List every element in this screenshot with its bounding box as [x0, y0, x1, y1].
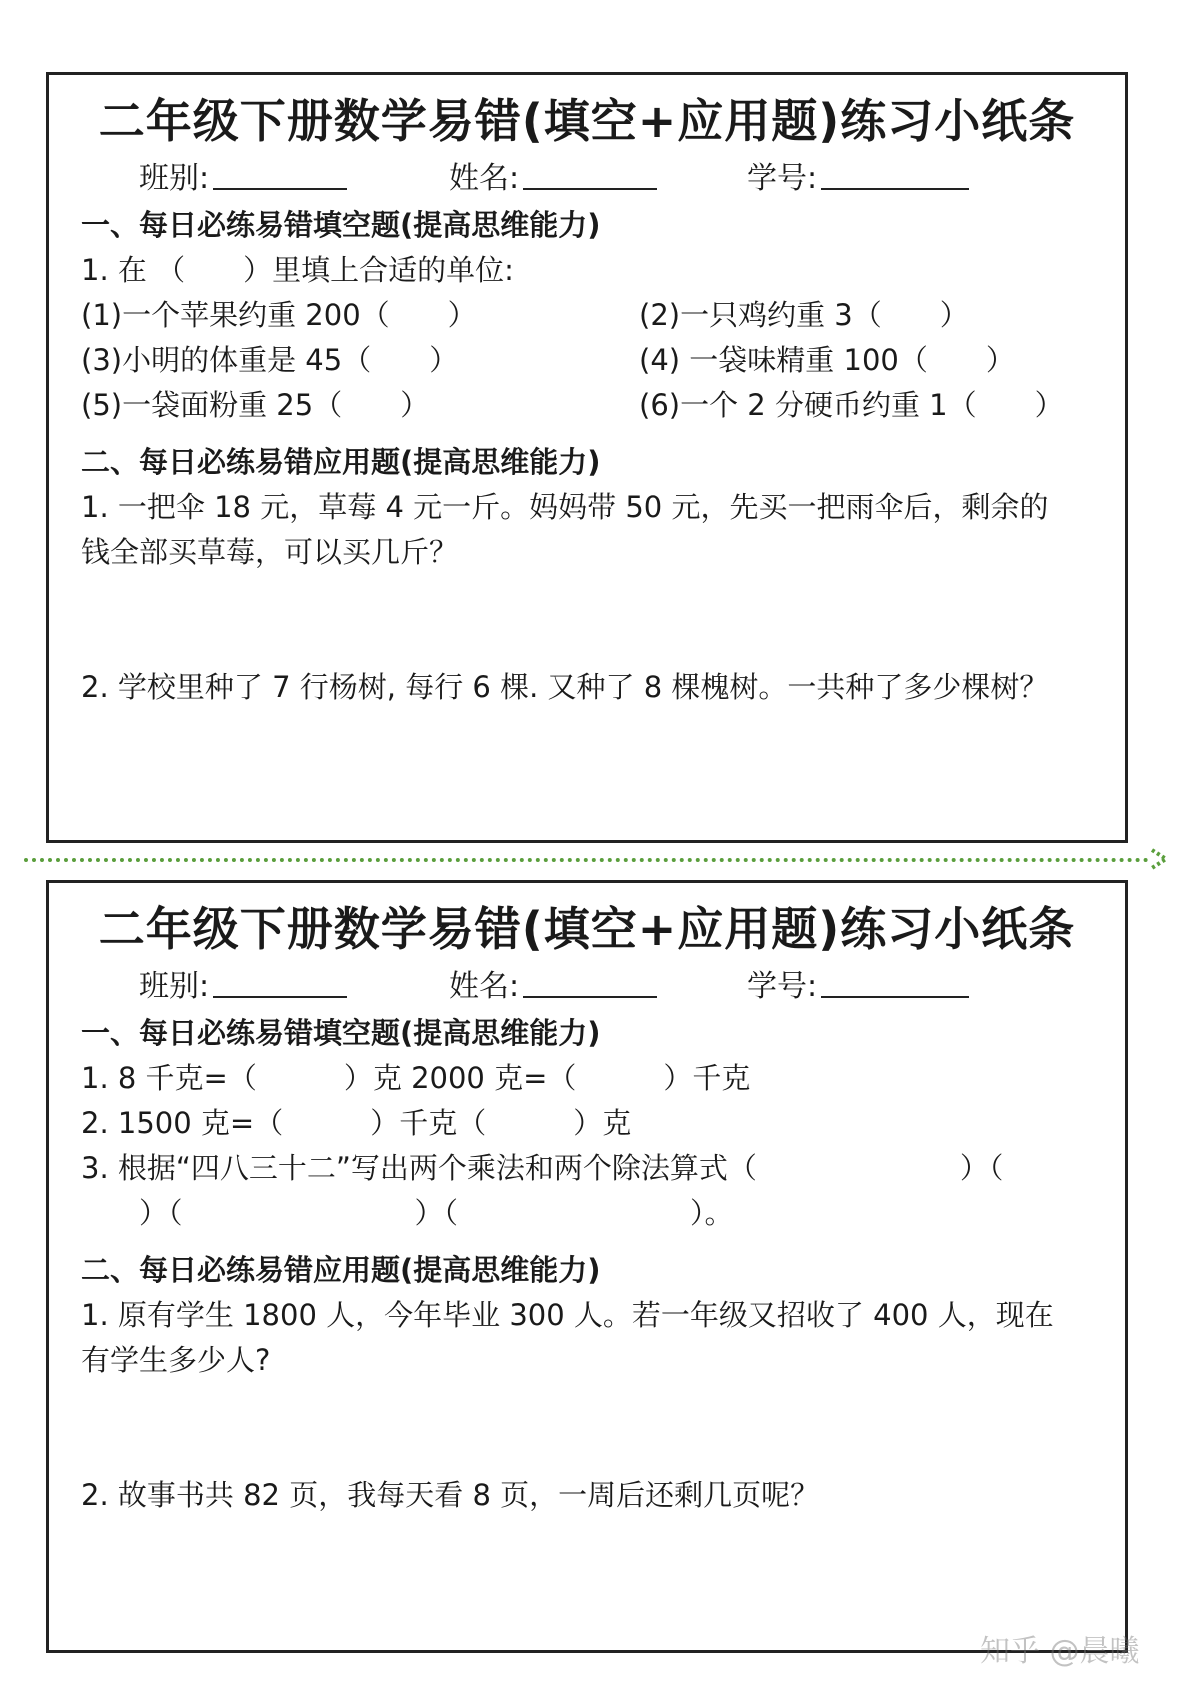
application-question-2: 2. 学校里种了 7 行杨树, 每行 6 棵. 又种了 8 棵槐树。一共种了多少棵树？: [81, 670, 1049, 704]
fill-question-3-cont: ）（ ）（ ）。: [81, 1196, 734, 1230]
number-label: 学号:: [747, 161, 818, 196]
card-title: 二年级下册数学易错(填空+应用题)练习小纸条: [98, 902, 1076, 956]
dotted-divider: [24, 858, 1149, 862]
application-question-1-cont: 钱全部买草莓，可以买几斤？: [81, 535, 459, 569]
name-label: 姓名:: [449, 161, 520, 196]
fill-item: (2)一只鸡约重 3（ ）: [639, 298, 969, 332]
fill-item: (5)一袋面粉重 25（ ）: [81, 388, 430, 422]
number-label: 学号:: [747, 969, 818, 1004]
fill-item: (4) 一袋味精重 100（ ）: [639, 343, 1015, 377]
application-question-1: 1. 一把伞 18 元，草莓 4 元一斤。妈妈带 50 元，先买一把雨伞后，剩余的: [81, 490, 1049, 524]
name-field-line: [523, 188, 657, 190]
application-question-2: 2. 故事书共 82 页，我每天看 8 页，一周后还剩几页呢？: [81, 1478, 820, 1512]
fill-question-2: 2. 1500 克=（ ）千克（ ）克: [81, 1106, 632, 1140]
watermark: 知乎 @晨曦: [980, 1634, 1140, 1669]
fill-item: (1)一个苹果约重 200（ ）: [81, 298, 477, 332]
section-application-title: 二、每日必练易错应用题(提高思维能力): [81, 1253, 601, 1287]
section-fill-title: 一、每日必练易错填空题(提高思维能力): [81, 208, 601, 242]
fill-question-1: 1. 8 千克=（ ）克 2000 克=（ ）千克: [81, 1061, 751, 1095]
fill-question-3: 3. 根据“四八三十二”写出两个乘法和两个除法算式（ ）（: [81, 1151, 1004, 1185]
section-fill-title: 一、每日必练易错填空题(提高思维能力): [81, 1016, 601, 1050]
application-question-1: 1. 原有学生 1800 人，今年毕业 300 人。若一年级又招收了 400 人，现在: [81, 1298, 1054, 1332]
name-field-line: [523, 996, 657, 998]
worksheet-card-2: [46, 880, 1128, 1653]
section-application-title: 二、每日必练易错应用题(提高思维能力): [81, 445, 601, 479]
fill-item: (6)一个 2 分硬币约重 1（ ）: [639, 388, 1064, 422]
arrow-right-icon: [1146, 846, 1176, 872]
class-label: 班别:: [139, 161, 210, 196]
fill-item: (3)小明的体重是 45（ ）: [81, 343, 459, 377]
question-intro: 1. 在 （ ）里填上合适的单位:: [81, 253, 514, 287]
number-field-line: [821, 188, 969, 190]
worksheet-card-1: [46, 72, 1128, 843]
class-field-line: [213, 188, 347, 190]
card-title: 二年级下册数学易错(填空+应用题)练习小纸条: [98, 94, 1076, 148]
application-question-1-cont: 有学生多少人?: [81, 1343, 271, 1377]
number-field-line: [821, 996, 969, 998]
class-label: 班别:: [139, 969, 210, 1004]
name-label: 姓名:: [449, 969, 520, 1004]
class-field-line: [213, 996, 347, 998]
